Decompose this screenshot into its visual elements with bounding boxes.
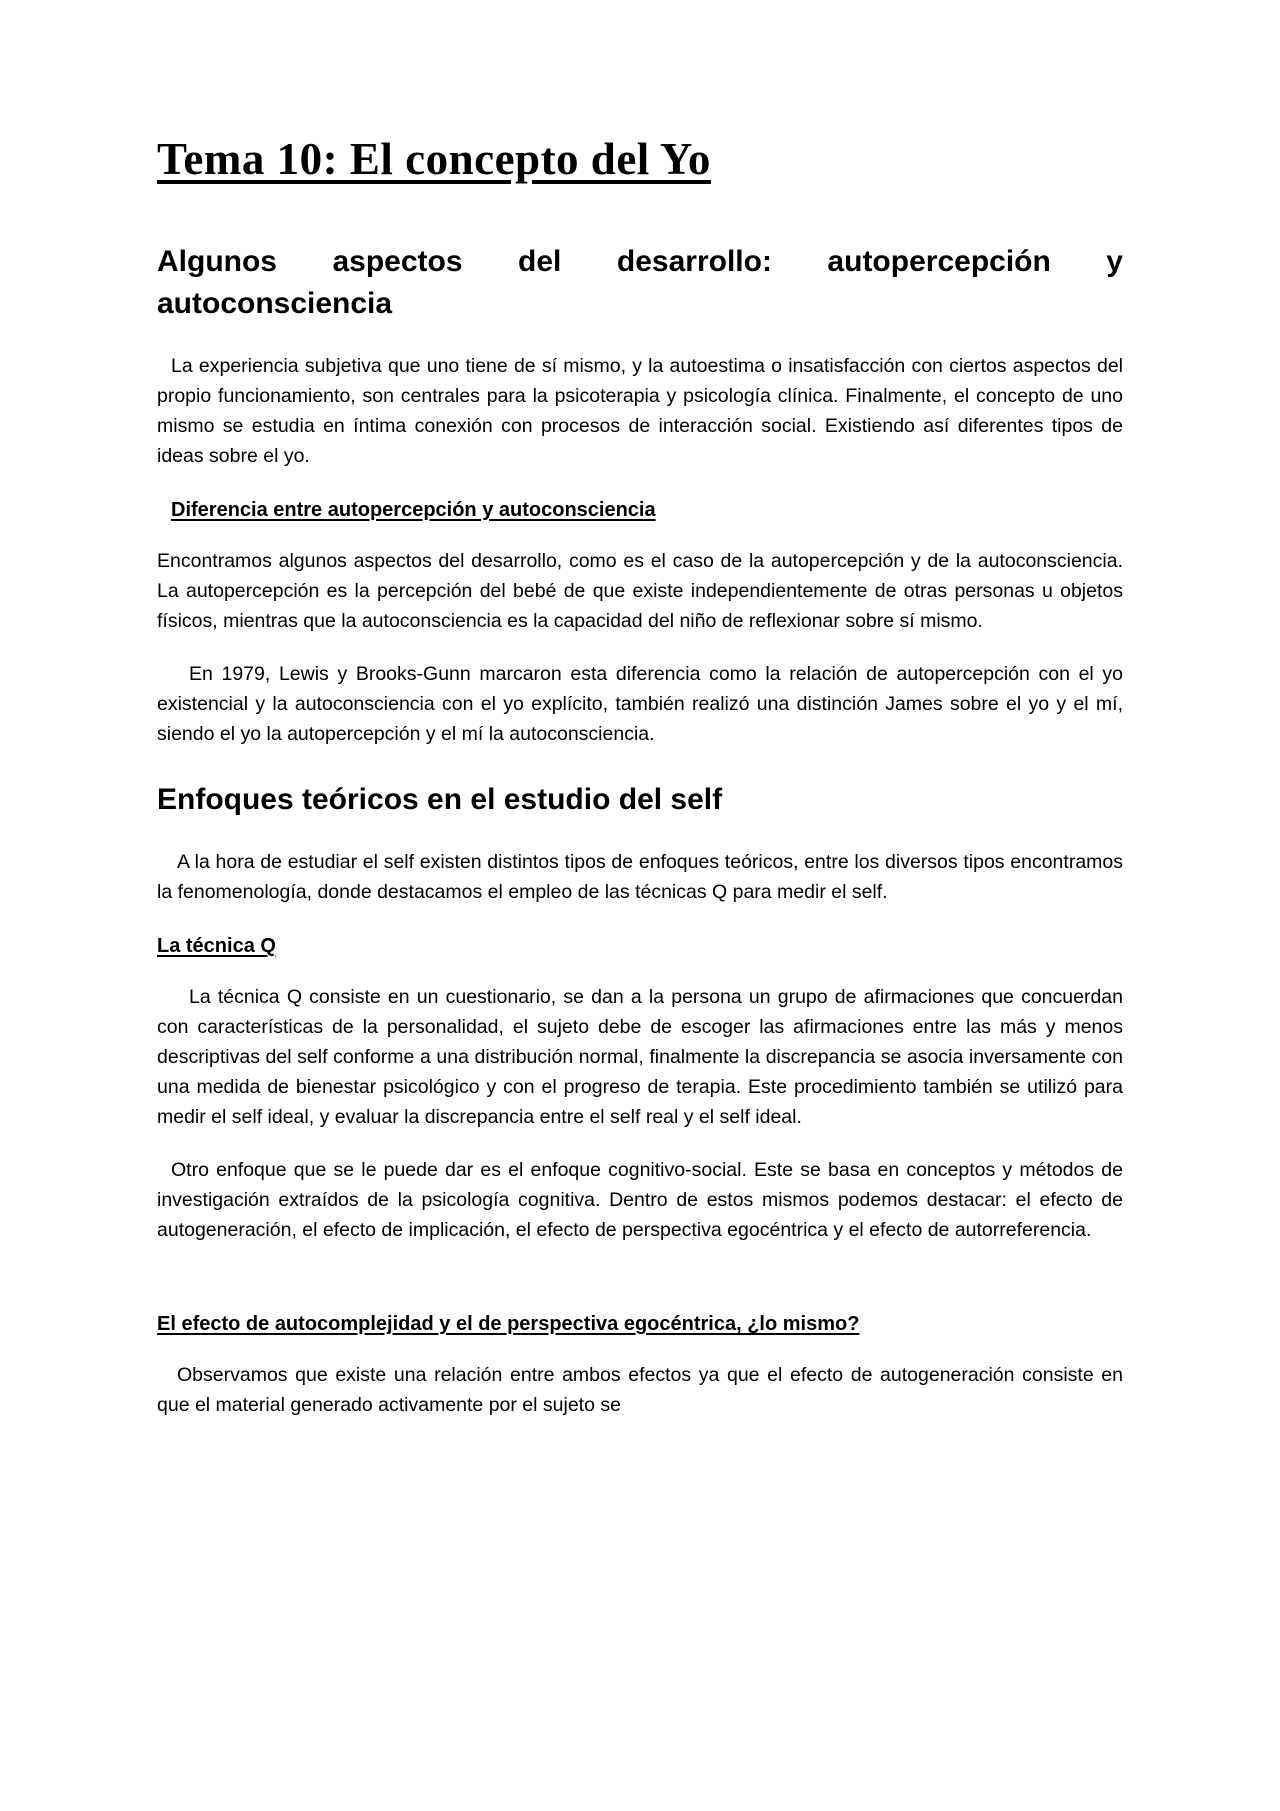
paragraph-autocomplejidad-1: Observamos que existe una relación entre ambos efectos ya que el efecto de autogeneración consiste en que el material generado activamente por el sujeto se bbox=[157, 1364, 1123, 1416]
paragraph-tecnica-q-2: Otro enfoque que se le puede dar es el enfoque cognitivo-social. Este se basa en conceptos y métodos de investigación extraídos de la psicología cognitiva. Dentro de estos mismos podemos destacar: el efecto de autogeneración, el efecto de implicación, el efecto de perspectiva egocéntrica y el efecto de autorreferencia. bbox=[157, 1159, 1123, 1241]
subheading-diferencia: Diferencia entre autopercepción y autoconsciencia bbox=[171, 499, 656, 521]
document-title: Tema 10: El concepto del Yo bbox=[157, 134, 711, 184]
paragraph-tecnica-q-1: La técnica Q consiste en un cuestionario, se dan a la persona un grupo de afirmaciones que concuerdan con características de la personalidad, el sujeto debe de escoger las afirmaciones entre las más y menos descriptivas del self conforme a una distribución normal, finalmente la discrepancia se asocia inversamente con una medida de bienestar psicológico y con el progreso de terapia. Este procedimiento también se utilizó para medir el self ideal, y evaluar la discrepancia entre el self real y el self ideal. bbox=[157, 986, 1123, 1128]
paragraph-diferencia-1: Encontramos algunos aspectos del desarrollo, como es el caso de la autopercepción y de la autoconsciencia. La autopercepción es la percepción del bebé de que existe independientemente de otras personas u objetos físicos, mientras que la autoconsciencia es la capacidad del niño de reflexionar sobre sí mismo. bbox=[157, 550, 1123, 632]
subheading-autocomplejidad: El efecto de autocomplejidad y el de perspectiva egocéntrica, ¿lo mismo? bbox=[157, 1313, 860, 1335]
subheading-tecnica-q: La técnica Q bbox=[157, 935, 276, 957]
section-heading-desarrollo: Algunos aspectos del desarrollo: autopercepción y autoconsciencia bbox=[157, 245, 1123, 320]
paragraph-diferencia-2: En 1979, Lewis y Brooks-Gunn marcaron esta diferencia como la relación de autopercepción con el yo existencial y la autoconsciencia con el yo explícito, también realizó una distinción James sobre el yo y el mí, siendo el yo la autopercepción y el mí la autoconsciencia. bbox=[157, 663, 1123, 745]
section-heading-enfoques: Enfoques teóricos en el estudio del self bbox=[157, 783, 723, 816]
paragraph-desarrollo-intro: La experiencia subjetiva que uno tiene de sí mismo, y la autoestima o insatisfacción con ciertos aspectos del propio funcionamiento, son centrales para la psicoterapia y psicología clínica. Finalmente, el concepto de uno mismo se estudia en íntima conexión con procesos de interacción social. Existiendo así diferentes tipos de ideas sobre el yo. bbox=[157, 355, 1123, 467]
paragraph-enfoques-intro: A la hora de estudiar el self existen distintos tipos de enfoques teóricos, entre los diversos tipos encontramos la fenomenología, donde destacamos el empleo de las técnicas Q para medir el self. bbox=[157, 851, 1123, 903]
